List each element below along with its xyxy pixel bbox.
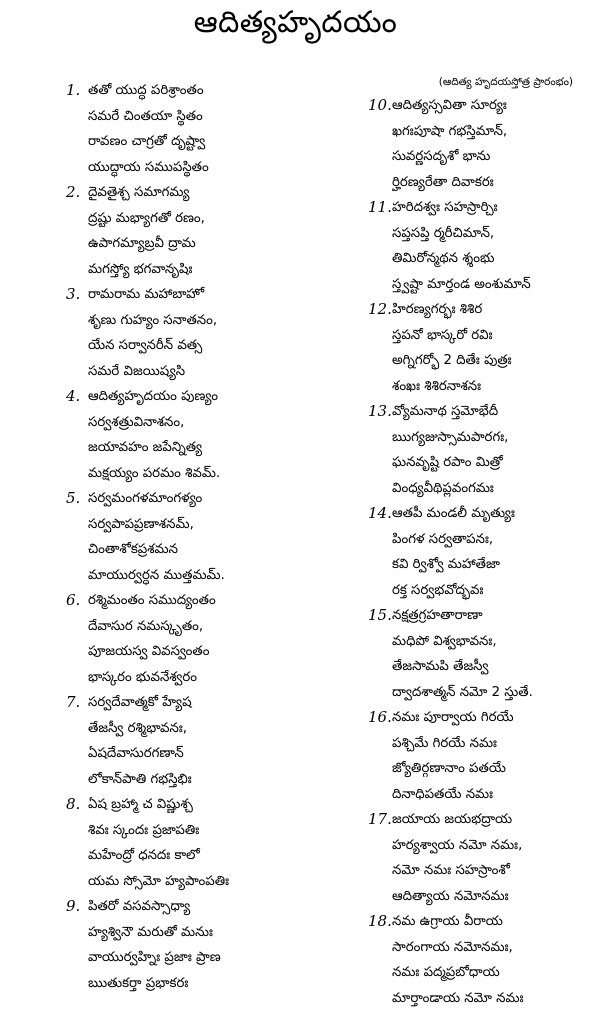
verse-number: 15.	[368, 603, 392, 628]
verse-line: ఋగ్యజుస్సామపారగః,	[392, 425, 591, 451]
verse-line: సమరే చింతయా స్థితం	[88, 104, 350, 130]
verse-number: 3.	[66, 282, 80, 307]
verse-number: 7.	[66, 690, 80, 715]
verse-number: 11.	[368, 195, 392, 220]
verse-line: మార్తాండాయ నమో నమః	[392, 986, 591, 1011]
verse-line: స్త్వష్టా మార్తండ అంశుమాన్	[392, 272, 591, 298]
verse-number: 13.	[368, 399, 392, 424]
verse-line: రశ్మిమంతం సముద్యంతం	[88, 588, 350, 614]
verse-block	[60, 588, 350, 690]
verse-line: హరిదశ్వః సహస్రార్చిః	[392, 195, 591, 221]
page-title: ఆదిత్యహృదయం	[0, 6, 591, 40]
verse-line: సర్వపాపప్రణాశనమ్,	[88, 512, 350, 538]
verse-line: మహేంద్రో ధనదః కాలో	[88, 843, 350, 869]
verse-line: పింగళ సర్వతాపనః,	[392, 527, 591, 553]
verse-line: శంఖః శిశిరనాశనః	[392, 374, 591, 400]
verse-block	[60, 282, 350, 384]
verse-line: శివః స్కందః ప్రజాపతిః	[88, 818, 350, 844]
verse-line: యుద్ధాయ సముపస్థితం	[88, 155, 350, 181]
verse-number: 1.	[66, 78, 80, 103]
verse-line: పూజయస్వ వివస్వంతం	[88, 639, 350, 665]
verse-line: ఉపాగమ్యాబ్రవీ ద్రామ	[88, 231, 350, 257]
verse-block	[60, 384, 350, 486]
verse-block	[60, 792, 350, 894]
verse-block	[60, 486, 350, 588]
verse-line: వాయుర్వహ్నిః ప్రజాః ప్రాణ	[88, 945, 350, 971]
verse-line: ఆదిత్యస్సవితా సూర్యః	[392, 93, 591, 119]
verse-line: తేజసామపి తేజస్వీ	[392, 654, 591, 680]
verse-block	[364, 399, 591, 501]
verse-line: సమరే విజయిష్యసి	[88, 359, 350, 385]
verse-number: 8.	[66, 792, 80, 817]
left-column	[60, 78, 350, 996]
verse-line: తేజస్వీ రశ్మిభావనః,	[88, 716, 350, 742]
section-subtitle: (ఆదిత్య హృదయస్తోత్ర ప్రారంభం)	[439, 76, 573, 89]
verse-number: 2.	[66, 180, 80, 205]
verse-line: సువర్ణసదృశో భాను	[392, 144, 591, 170]
verse-block	[60, 894, 350, 996]
verse-line: ఘనవృష్టి రపాం మిత్రో	[392, 450, 591, 476]
verse-line: మాయుర్వర్ధన ముత్తమమ్.	[88, 563, 350, 589]
verse-line: శృణు గుహ్యం సనాతనం,	[88, 308, 350, 334]
verse-line: సర్వమంగళమాంగళ్యం	[88, 486, 350, 512]
verse-line: సారంగాయ నమోనమః,	[392, 935, 591, 961]
verse-line: మగస్త్యో భగవానృషిః	[88, 257, 350, 283]
verse-line: వ్యోమనాథ స్తమోభేదీ	[392, 399, 591, 425]
verse-line: ఖగఃపూషా గభస్తిమాన్,	[392, 119, 591, 145]
verse-block	[364, 603, 591, 705]
verse-line: ర్హిరణ్యరేతా దివాకరః	[392, 170, 591, 196]
verse-line: నమః పద్మప్రబోధాయ	[392, 960, 591, 986]
verse-line: స్తపనో భాస్కరో రవిః	[392, 323, 591, 349]
verse-line: హర్యశ్వాయ నమో నమః,	[392, 833, 591, 859]
verse-block	[364, 501, 591, 603]
verse-number: 5.	[66, 486, 80, 511]
verse-block	[364, 909, 591, 1011]
verse-line: జయావహం జపేన్నిత్య	[88, 435, 350, 461]
verse-block	[364, 93, 591, 195]
verse-block	[364, 195, 591, 297]
verse-line: దైవతైశ్చ సమాగమ్య	[88, 180, 350, 206]
verse-line: ఆదిత్యాయ నమోనమః	[392, 884, 591, 910]
verse-number: 4.	[66, 384, 80, 409]
verse-line: దినాధిపతయే నమః	[392, 782, 591, 808]
verse-line: తతో యుద్ధ పరిశ్రాంతం	[88, 78, 350, 104]
verse-line: ఏషదేవాసురగణాన్	[88, 741, 350, 767]
verse-line: ఆదిత్యహృదయం పుణ్యం	[88, 384, 350, 410]
verse-line: కవి ర్విశ్వో మహాతేజా	[392, 552, 591, 578]
verse-line: నమో నమః సహస్రాంశో	[392, 858, 591, 884]
verse-line: పశ్చిమే గిరయే నమః	[392, 731, 591, 757]
verse-block	[364, 807, 591, 909]
verse-number: 17.	[368, 807, 392, 832]
verse-line: నమః పూర్వాయ గిరయే	[392, 705, 591, 731]
verse-line: జయాయ జయభద్రాయ	[392, 807, 591, 833]
verse-line: మక్షయ్యం పరమం శివమ్.	[88, 461, 350, 487]
verse-line: ఋతుకర్తా ప్రభాకరః	[88, 971, 350, 997]
verse-line: హిరణ్యగర్భః శిశిర	[392, 297, 591, 323]
verse-number: 14.	[368, 501, 392, 526]
verse-line: రావణం చాగ్రతో దృష్ట్వా	[88, 129, 350, 155]
verse-line: తిమిరోన్మథన శ్శంభు	[392, 246, 591, 272]
verse-line: చింతాశోకప్రశమన	[88, 537, 350, 563]
verse-line: ఆతపీ మండలీ మృత్యుః	[392, 501, 591, 527]
verse-number: 10.	[368, 93, 392, 118]
verse-block	[60, 690, 350, 792]
verse-line: వింధ్యవీథిప్లవంగమః	[392, 476, 591, 502]
verse-line: రక్త సర్వభవోద్భవః	[392, 578, 591, 604]
verse-line: భాస్కరం భువనేశ్వరం	[88, 665, 350, 691]
verse-line: పితరో వసవస్సాధ్యా	[88, 894, 350, 920]
verse-line: జ్యోతిర్గణానాం పతయే	[392, 756, 591, 782]
verse-line: యేన సర్వానరీన్ వత్స	[88, 333, 350, 359]
verse-line: నక్షత్రగ్రహతారాణా	[392, 603, 591, 629]
verse-line: నమ ఉగ్రాయ వీరాయ	[392, 909, 591, 935]
verse-line: అగ్నిగర్భో 2 దితేః పుత్రః	[392, 348, 591, 374]
verse-number: 9.	[66, 894, 80, 919]
verse-line: యమ స్సోమో హ్యపాంపతిః	[88, 869, 350, 895]
verse-number: 12.	[368, 297, 392, 322]
verse-block	[60, 78, 350, 180]
verse-line: మధిపో విశ్వభావనః,	[392, 629, 591, 655]
verse-line: ద్వాదశాత్మన్ నమో 2 స్తుతే.	[392, 680, 591, 706]
verse-block	[60, 180, 350, 282]
verse-line: ద్రష్టు మభ్యాగతో రణం,	[88, 206, 350, 232]
verse-block	[364, 705, 591, 807]
verse-number: 6.	[66, 588, 80, 613]
verse-line: హ్యశ్వినౌ మరుతో మనుః	[88, 920, 350, 946]
verse-line: లోకాన్‌పాతి గభస్తిభిః	[88, 767, 350, 793]
verse-line: ఏష బ్రహ్మా చ విష్ణుశ్చ	[88, 792, 350, 818]
verse-line: సప్తసప్తి ర్మరీచిమాన్,	[392, 221, 591, 247]
verse-line: సర్వశత్రువినాశనం,	[88, 410, 350, 436]
verse-line: సర్వదేవాత్మకో హ్యేష	[88, 690, 350, 716]
verse-line: దేవాసుర నమస్కృతం,	[88, 614, 350, 640]
verse-block	[364, 297, 591, 399]
right-column	[364, 93, 591, 1011]
verse-number: 16.	[368, 705, 392, 730]
verse-line: రామరామ మహాబాహో	[88, 282, 350, 308]
verse-number: 18.	[368, 909, 392, 934]
